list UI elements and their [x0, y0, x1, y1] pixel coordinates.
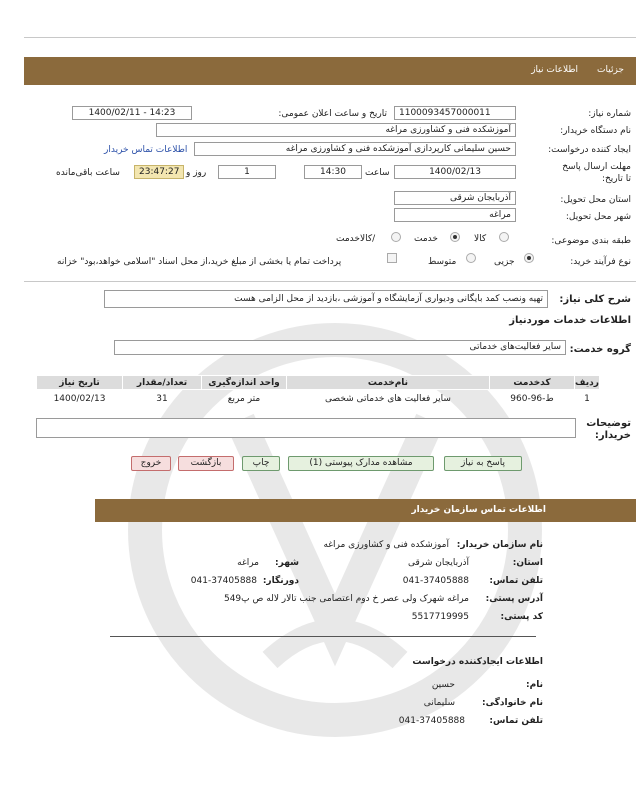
- services-table: [36, 375, 600, 408]
- creator-info-title: اطلاعات ایجادکننده درخواست: [412, 657, 543, 667]
- tab-need-info[interactable]: اطلاعات نیاز: [531, 65, 578, 75]
- back-button[interactable]: بازگشت: [178, 456, 234, 471]
- exit-button[interactable]: خروج: [131, 456, 171, 471]
- col-name: نام‌خدمت: [287, 376, 490, 390]
- category-goods-label: کالا: [474, 234, 487, 244]
- contact-city-value: مراغه: [237, 558, 259, 568]
- deadline-time-field: 14:30: [304, 165, 362, 179]
- cell-code: ط-96-960: [510, 394, 554, 404]
- creator-phone-value: 041-37405888: [398, 716, 465, 726]
- contact-postal-label: کد پستی:: [500, 612, 543, 622]
- buyer-org-field: آموزشکده فنی و کشاورزی مراغه: [156, 123, 516, 137]
- creator-name-value: حسین: [431, 680, 455, 690]
- process-partial-radio[interactable]: [524, 253, 534, 263]
- remaining-label: ساعت باقی‌مانده: [56, 168, 120, 178]
- contact-org-value: آموزشکده فنی و کشاورزی مراغه: [323, 540, 449, 550]
- category-both-label: /کالاخدمت: [336, 234, 376, 244]
- print-button[interactable]: چاپ: [242, 456, 280, 471]
- contact-buyer-link[interactable]: اطلاعات تماس خریدار: [104, 145, 188, 155]
- buyer-org-label: نام دستگاه خریدار:: [560, 126, 631, 136]
- buyer-notes-label: توضیحات خریدار:: [586, 418, 631, 441]
- days-field: 1: [218, 165, 276, 179]
- contact-phone-value: 041-37405888: [402, 576, 469, 586]
- cell-unit: متر مربع: [227, 394, 261, 404]
- remaining-time-field: 23:47:27: [134, 165, 184, 179]
- service-group-field: سایر فعالیت‌های خدماتی: [114, 340, 566, 355]
- contact-fax-value: 041-37405888: [190, 576, 257, 586]
- city-field: مراغه: [394, 208, 516, 222]
- payment-checkbox[interactable]: [387, 253, 397, 263]
- summary-label: شرح کلی نیاز:: [559, 294, 631, 305]
- days-label: روز و: [186, 168, 207, 178]
- process-partial-label: جزیی: [494, 257, 515, 267]
- creator-field: حسین سلیمانی کارپردازی آموزشکده فنی و کشاورزی مراغه: [194, 142, 516, 156]
- service-group-label: گروه خدمت:: [569, 344, 631, 355]
- creator-family-value: سلیمانی: [423, 698, 455, 708]
- tab-details[interactable]: جزئیات: [597, 65, 624, 75]
- header-bar: [24, 57, 636, 85]
- creator-family-label: نام خانوادگی:: [481, 698, 543, 708]
- contact-fax-label: دورنگار:: [262, 576, 299, 586]
- table-row: [37, 390, 600, 409]
- contact-postal-value: 5517719995: [411, 612, 469, 622]
- top-divider: [24, 37, 636, 38]
- announce-label: تاریخ و ساعت اعلان عمومی:: [278, 109, 387, 119]
- deadline-label: مهلت ارسال پاسخ تا تاریخ:: [562, 162, 631, 184]
- reply-button[interactable]: پاسخ به نیاز: [444, 456, 522, 471]
- col-date: تاریخ نیاز: [37, 376, 123, 390]
- deadline-date-field: 1400/02/13: [394, 165, 516, 179]
- category-service-label: خدمت: [414, 234, 438, 244]
- announce-field: 1400/02/11 - 14:23: [72, 106, 192, 120]
- watermark-logo: [120, 300, 550, 760]
- contact-section-header: [95, 499, 636, 522]
- cell-row: 1: [584, 394, 590, 404]
- summary-field: تهیه ونصب کمد بایگانی ودیواری آزمایشگاه و آموزشی ،بازدید از محل الزامی هست: [104, 290, 548, 308]
- contact-phone-label: تلفن تماس:: [489, 576, 543, 586]
- creator-label: ایجاد کننده درخواست:: [548, 145, 631, 155]
- col-unit: واحد اندازه‌گیری: [202, 376, 287, 390]
- table-header-row: [37, 376, 600, 390]
- attachments-button[interactable]: مشاهده مدارک پیوستی (1): [288, 456, 434, 471]
- process-medium-label: متوسط: [428, 257, 457, 267]
- services-title: اطلاعات خدمات موردنیاز: [509, 315, 631, 326]
- province-label: استان محل تحویل:: [560, 195, 631, 205]
- contact-org-label: نام سازمان خریدار:: [456, 540, 543, 550]
- creator-phone-label: تلفن تماس:: [489, 716, 543, 726]
- contact-province-label: استان:: [512, 558, 543, 568]
- contact-province-value: آذربایجان شرقی: [408, 558, 469, 568]
- cell-qty: 31: [156, 394, 168, 404]
- category-both-radio[interactable]: [391, 232, 401, 242]
- city-label: شهر محل تحویل:: [565, 212, 631, 222]
- cell-name: سایر فعالیت های خدماتی شخصی: [325, 394, 451, 404]
- province-field: آذربایجان شرقی: [394, 191, 516, 205]
- summary-divider: [24, 281, 636, 282]
- process-label: نوع فرآیند خرید:: [570, 257, 631, 267]
- contact-city-label: شهر:: [275, 558, 299, 568]
- process-medium-radio[interactable]: [466, 253, 476, 263]
- col-code: کدخدمت: [490, 376, 575, 390]
- buyer-notes-field: [36, 418, 576, 438]
- need-number-label: شماره نیاز:: [588, 109, 631, 119]
- contact-address-value: مراغه شهرک ولی عصر خ دوم اعتصامی جنب تالار لاله ص پ549: [223, 594, 469, 604]
- contact-address-label: آدرس پستی:: [485, 594, 543, 604]
- contact-divider: [110, 636, 536, 637]
- col-qty: تعداد/مقدار: [123, 376, 202, 390]
- payment-note: پرداخت تمام یا بخشی از مبلغ خرید،از محل اسناد "اسلامی خواهد،بود" خزانه: [57, 257, 342, 267]
- deadline-time-label: ساعت: [365, 168, 390, 178]
- category-service-radio[interactable]: [450, 232, 460, 242]
- cell-date: 1400/02/13: [53, 394, 106, 404]
- need-number-field: 1100093457000011: [394, 106, 516, 120]
- contact-section-title: اطلاعات تماس سازمان خریدار: [411, 505, 546, 515]
- creator-name-label: نام:: [526, 680, 543, 690]
- category-goods-radio[interactable]: [499, 232, 509, 242]
- category-label: طبقه بندی موضوعی:: [551, 236, 631, 246]
- col-row: ردیف: [575, 377, 599, 388]
